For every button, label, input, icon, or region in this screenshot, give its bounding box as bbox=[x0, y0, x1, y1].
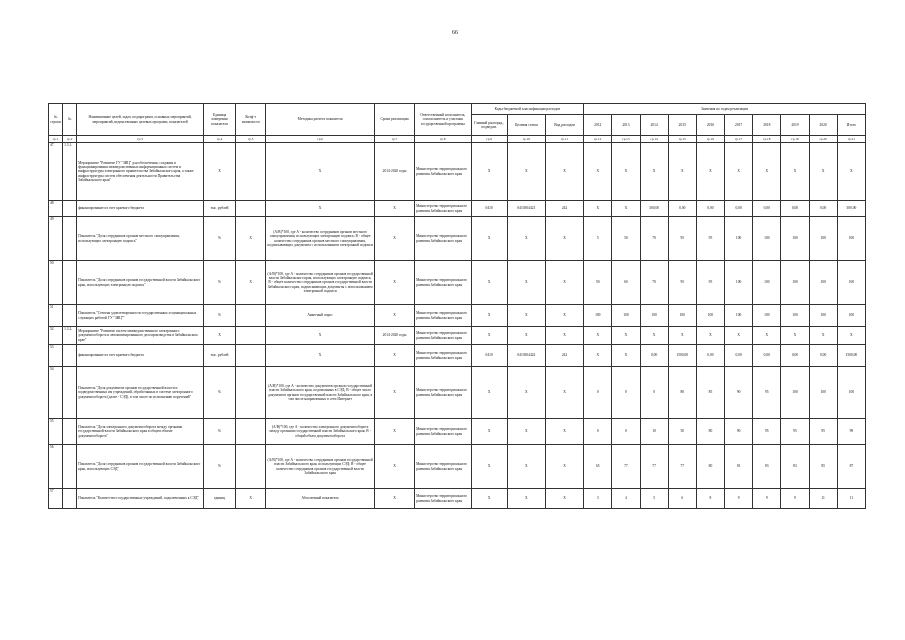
row-year-value: 300,00 bbox=[640, 201, 668, 217]
row-code-b: Х bbox=[507, 217, 545, 261]
row-code-b: Х bbox=[507, 489, 545, 509]
row-item-number bbox=[63, 489, 77, 509]
row-name: финансирование из счет краевого бюджета bbox=[77, 201, 204, 217]
header-term: Сроки реализации bbox=[374, 104, 414, 136]
row-term: 2014-2020 годы bbox=[374, 327, 414, 345]
row-year-value: 100 bbox=[696, 305, 724, 327]
header-year: 2016 bbox=[696, 115, 724, 136]
row-year-value: 0,00 bbox=[809, 345, 837, 367]
row-year-value: 83 bbox=[753, 445, 781, 489]
row-code-b: Х bbox=[507, 261, 545, 305]
row-method: Абсолютный показатель bbox=[266, 489, 375, 509]
row-year-value: 100 bbox=[837, 217, 865, 261]
row-year-value: 95 bbox=[753, 419, 781, 445]
table-row bbox=[49, 445, 866, 489]
row-code-b: Х bbox=[507, 327, 545, 345]
row-number: 49 bbox=[49, 217, 63, 261]
row-code-a: Х bbox=[471, 367, 507, 419]
row-code-a: Х bbox=[471, 489, 507, 509]
row-code-c: 242 bbox=[545, 345, 583, 367]
row-year-value: Х bbox=[781, 327, 809, 345]
row-year-value: Х bbox=[612, 143, 640, 201]
row-year-value: 0 bbox=[612, 419, 640, 445]
row-year-value: 100 bbox=[837, 305, 865, 327]
row-responsible: Министерство территориального развития Забайкальского края bbox=[415, 345, 471, 367]
row-code-b: 0410304422 bbox=[507, 345, 545, 367]
row-responsible: Министерство территориального развития Забайкальского края bbox=[415, 327, 471, 345]
row-name: Показатель "Доля документов органов государственной власти и подведомственных им учреждений, обработанных в системе электронного документооборота (далее - СЭД), в том числе по исполнению поручений" bbox=[77, 367, 204, 419]
header-gr-cell: гр.3 bbox=[77, 136, 204, 143]
header-gr-cell: гр.18 bbox=[753, 136, 781, 143]
row-year-value: 100 bbox=[809, 217, 837, 261]
row-term: 2014-2020 годы bbox=[374, 143, 414, 201]
row-number: 53 bbox=[49, 345, 63, 367]
header-gr-cell: гр.9 bbox=[471, 136, 507, 143]
row-number: 51 bbox=[49, 305, 63, 327]
table-row bbox=[49, 367, 866, 419]
header-code-c: Вид расходов bbox=[545, 115, 583, 136]
header-year: 2015 bbox=[668, 115, 696, 136]
row-year-value: 99 bbox=[837, 419, 865, 445]
row-code-b: Х bbox=[507, 367, 545, 419]
row-year-value: 100 bbox=[837, 261, 865, 305]
row-responsible: Министерство территориального развития Забайкальского края bbox=[415, 143, 471, 201]
header-row-number: № строки bbox=[49, 104, 63, 136]
row-unit: тыс. рублей bbox=[203, 345, 235, 367]
row-code-a: Х bbox=[471, 419, 507, 445]
row-year-value: 100 bbox=[809, 305, 837, 327]
header-name: Наименование целей, задач, подпрограмм, основных мероприятий, мероприятий, ведомственных целевых программ, показателей bbox=[77, 104, 204, 136]
row-year-value: Х bbox=[809, 327, 837, 345]
row-year-value: 95 bbox=[781, 419, 809, 445]
row-year-value: 0,00 bbox=[725, 201, 753, 217]
row-name: Показатель "Степень удовлетворенности государственных и муниципальных служащих работой ГУ "ЗИЦ"" bbox=[77, 305, 204, 327]
row-year-value: Х bbox=[668, 327, 696, 345]
row-year-value: 70 bbox=[640, 261, 668, 305]
row-year-value: 100 bbox=[781, 217, 809, 261]
row-name: Мероприятие "Развитие ГУ "ЗИЦ" для обеспечения, создания и функционирования межведомственных информационных систем и инфраструктуры электронного правительства Забайкальского края, а также инфраструктуры систем обеспечения деятельности Правительства Забайкальского края" bbox=[77, 143, 204, 201]
row-item-number bbox=[63, 367, 77, 419]
row-code-a: Х bbox=[471, 143, 507, 201]
row-coefficient bbox=[236, 327, 266, 345]
row-name: финансирование из счет краевого бюджета bbox=[77, 345, 204, 367]
header-values-group: Значения по годам реализации bbox=[584, 104, 866, 115]
row-coefficient bbox=[236, 367, 266, 419]
header-year: Итого bbox=[837, 115, 865, 136]
row-year-value: 70 bbox=[640, 217, 668, 261]
row-responsible: Министерство территориального развития Забайкальского края bbox=[415, 261, 471, 305]
row-term: Х bbox=[374, 419, 414, 445]
row-year-value: 95 bbox=[696, 217, 724, 261]
row-number: 50 bbox=[49, 261, 63, 305]
row-code-a: Х bbox=[471, 445, 507, 489]
row-year-value: 95 bbox=[668, 261, 696, 305]
row-number: 48 bbox=[49, 201, 63, 217]
header-gr-cell: гр.19 bbox=[781, 136, 809, 143]
row-year-value: 0,00 bbox=[753, 345, 781, 367]
row-term: Х bbox=[374, 445, 414, 489]
row-year-value: 0 bbox=[584, 419, 612, 445]
row-item-number bbox=[63, 305, 77, 327]
row-term: Х bbox=[374, 367, 414, 419]
header-gr-cell: гр.6 bbox=[266, 136, 375, 143]
header-gr-cell: гр.15 bbox=[668, 136, 696, 143]
row-term: Х bbox=[374, 201, 414, 217]
row-item-number bbox=[63, 217, 77, 261]
row-year-value: 87 bbox=[837, 445, 865, 489]
row-year-value: Х bbox=[753, 327, 781, 345]
row-year-value: 77 bbox=[668, 445, 696, 489]
row-number: 52 bbox=[49, 327, 63, 345]
row-coefficient bbox=[236, 305, 266, 327]
row-code-c: Х bbox=[545, 305, 583, 327]
row-unit: тыс. рублей bbox=[203, 201, 235, 217]
row-year-value: Х bbox=[837, 327, 865, 345]
row-year-value: 80 bbox=[696, 419, 724, 445]
row-year-value: Х bbox=[809, 143, 837, 201]
row-year-value: 95 bbox=[753, 367, 781, 419]
row-year-value: 95 bbox=[668, 217, 696, 261]
header-gr-cell: гр.2 bbox=[63, 136, 77, 143]
row-year-value: 77 bbox=[612, 445, 640, 489]
row-unit: % bbox=[203, 419, 235, 445]
row-item-number bbox=[63, 419, 77, 445]
row-responsible: Министерство территориального развития Забайкальского края bbox=[415, 367, 471, 419]
row-year-value: 83 bbox=[781, 445, 809, 489]
row-method: (А/В)*100, где А - количество сотрудников органов местного самоуправления, использующих электронную подпись; В - общее количество сотрудников органов местного самоуправления, подписывающих документы с использованием электронной подписи bbox=[266, 217, 375, 261]
row-coefficient: Х bbox=[236, 217, 266, 261]
row-code-c: Х bbox=[545, 419, 583, 445]
header-gr-cell: гр.20 bbox=[809, 136, 837, 143]
row-year-value: Х bbox=[696, 327, 724, 345]
row-year-value: 0,00 bbox=[668, 201, 696, 217]
row-unit: % bbox=[203, 445, 235, 489]
row-method: (А/В)*100, где А - количество сотрудников органов государственной власти Забайкальского края, использующих электронную подпись; В - общее количество сотрудников органов государственной власти Забайкальского края, подписывающих документы с использованием электронной подписи bbox=[266, 261, 375, 305]
header-code-b: Целевая статья bbox=[507, 115, 545, 136]
program-indicators-table bbox=[48, 103, 866, 509]
row-year-value: 5 bbox=[640, 489, 668, 509]
row-method: (А/В)*100, где А - количество сотрудников органов государственной власти Забайкальского края, использующих СЭД; В - общее количество сотрудников органов государственной власти Забайкальского края bbox=[266, 445, 375, 489]
row-term: Х bbox=[374, 489, 414, 509]
row-year-value: 8 bbox=[696, 489, 724, 509]
row-number: 56 bbox=[49, 445, 63, 489]
row-method: Х bbox=[266, 345, 375, 367]
row-method: Х bbox=[266, 143, 375, 201]
row-year-value: Х bbox=[753, 143, 781, 201]
header-gr-cell: гр.21 bbox=[837, 136, 865, 143]
row-number: 55 bbox=[49, 419, 63, 445]
header-year: 2013 bbox=[612, 115, 640, 136]
row-unit: единиц bbox=[203, 489, 235, 509]
row-code-a: 0410 bbox=[471, 201, 507, 217]
row-responsible: Министерство территориального развития Забайкальского края bbox=[415, 489, 471, 509]
row-year-value: Х bbox=[612, 345, 640, 367]
row-year-value: 100 bbox=[781, 367, 809, 419]
row-code-a: 0410 bbox=[471, 345, 507, 367]
row-code-b: 0410304421 bbox=[507, 201, 545, 217]
row-name: Показатель "Доля сотрудников органов государственной власти Забайкальского края, использующих СЭД" bbox=[77, 445, 204, 489]
row-year-value: 0,00 bbox=[809, 201, 837, 217]
row-year-value: 100 bbox=[809, 261, 837, 305]
header-code-a: Главный распоряд., подведом. bbox=[471, 115, 507, 136]
row-code-a: Х bbox=[471, 327, 507, 345]
row-year-value: 100 bbox=[753, 261, 781, 305]
row-year-value: 0 bbox=[584, 367, 612, 419]
header-gr-cell: гр.17 bbox=[725, 136, 753, 143]
header-coef: Коэф-т значимости bbox=[236, 104, 266, 136]
row-year-value: 1500,00 bbox=[668, 345, 696, 367]
row-year-value: 100 bbox=[837, 367, 865, 419]
header-gr-cell: гр.8 bbox=[415, 136, 471, 143]
row-unit: % bbox=[203, 305, 235, 327]
row-method: (А/В)*100, где А - количество электронного документооборота между органами государственной власти Забайкальского края; В - общий объем документооборота bbox=[266, 419, 375, 445]
row-code-b: Х bbox=[507, 419, 545, 445]
table-row bbox=[49, 217, 866, 261]
row-number: 57 bbox=[49, 489, 63, 509]
row-year-value: 50 bbox=[668, 419, 696, 445]
row-year-value: Х bbox=[781, 143, 809, 201]
row-code-c: Х bbox=[545, 261, 583, 305]
table-row bbox=[49, 201, 866, 217]
row-method: (А/В)*100, где А - количество документов органов государственной власти Забайкальского края, подписанных в СЭД; В - общее число документов органов государственной власти Забайкальского края, в том числе направленных в сети Интернет bbox=[266, 367, 375, 419]
row-term: Х bbox=[374, 305, 414, 327]
row-year-value: 90 bbox=[725, 367, 753, 419]
row-responsible: Министерство территориального развития Забайкальского края bbox=[415, 305, 471, 327]
row-code-c: Х bbox=[545, 327, 583, 345]
row-name: Мероприятие "Развитие систем межведомственного электронного документооборота и автоматизированного делопроизводства в Забайкальском крае" bbox=[77, 327, 204, 345]
row-year-value: 100 bbox=[668, 305, 696, 327]
row-year-value: Х bbox=[696, 143, 724, 201]
row-responsible: Министерство территориального развития Забайкальского края bbox=[415, 217, 471, 261]
row-year-value: 100 bbox=[753, 305, 781, 327]
row-code-c: Х bbox=[545, 489, 583, 509]
row-name: Показатель "Количество государственных учреждений, подключенных к СЭД" bbox=[77, 489, 204, 509]
row-year-value: 100 bbox=[781, 261, 809, 305]
row-year-value: 6 bbox=[668, 489, 696, 509]
table-row bbox=[49, 143, 866, 201]
row-year-value: 10 bbox=[640, 419, 668, 445]
row-code-c: 242 bbox=[545, 201, 583, 217]
row-year-value: 100 bbox=[612, 305, 640, 327]
row-responsible: Министерство территориального развития Забайкальского края bbox=[415, 201, 471, 217]
row-responsible: Министерство территориального развития Забайкальского края bbox=[415, 445, 471, 489]
header-gr-cell: гр.10 bbox=[507, 136, 545, 143]
row-year-value: 5 bbox=[584, 217, 612, 261]
header-responsible: Ответственный исполнитель, соисполнитель и участник государственной программы bbox=[415, 104, 471, 136]
row-year-value: 65 bbox=[584, 445, 612, 489]
row-item-number bbox=[63, 445, 77, 489]
row-code-c: Х bbox=[545, 367, 583, 419]
header-row-gr bbox=[49, 136, 866, 143]
header-year: 2017 bbox=[725, 115, 753, 136]
page-number: 66 bbox=[452, 30, 458, 36]
row-year-value: 100 bbox=[640, 305, 668, 327]
row-year-value: Х bbox=[725, 143, 753, 201]
row-code-c: Х bbox=[545, 143, 583, 201]
row-year-value: 1500,00 bbox=[837, 345, 865, 367]
row-year-value: 0,00 bbox=[640, 345, 668, 367]
row-term: Х bbox=[374, 261, 414, 305]
row-year-value: Х bbox=[837, 143, 865, 201]
row-term: Х bbox=[374, 217, 414, 261]
row-year-value: 100 bbox=[809, 367, 837, 419]
row-method: Х bbox=[266, 201, 375, 217]
header-gr-cell: гр.12 bbox=[584, 136, 612, 143]
header-gr-cell: гр.7 bbox=[374, 136, 414, 143]
row-number: 47 bbox=[49, 143, 63, 201]
row-year-value: 300,00 bbox=[837, 201, 865, 217]
row-code-b: Х bbox=[507, 305, 545, 327]
table-row bbox=[49, 489, 866, 509]
row-year-value: 95 bbox=[696, 261, 724, 305]
row-year-value: 90 bbox=[725, 419, 753, 445]
row-year-value: Х bbox=[640, 327, 668, 345]
header-num: № bbox=[63, 104, 77, 136]
row-year-value: 0,00 bbox=[781, 345, 809, 367]
row-year-value: 9 bbox=[781, 489, 809, 509]
row-year-value: 95 bbox=[809, 419, 837, 445]
row-name: Показатель "Доля сотрудников органов государственной власти Забайкальского края, использующих электронную подпись" bbox=[77, 261, 204, 305]
row-coefficient bbox=[236, 419, 266, 445]
row-year-value: Х bbox=[612, 201, 640, 217]
row-year-value: Х bbox=[584, 201, 612, 217]
row-term: Х bbox=[374, 345, 414, 367]
row-unit: % bbox=[203, 261, 235, 305]
header-codes-group: Коды бюджетной классификации расходов bbox=[471, 104, 584, 115]
row-year-value: Х bbox=[612, 327, 640, 345]
row-year-value: 81 bbox=[725, 445, 753, 489]
row-year-value: 80 bbox=[696, 445, 724, 489]
row-unit: % bbox=[203, 217, 235, 261]
row-unit: % bbox=[203, 367, 235, 419]
row-number: 54 bbox=[49, 367, 63, 419]
row-year-value: 85 bbox=[696, 367, 724, 419]
row-year-value: 9 bbox=[753, 489, 781, 509]
row-item-number: 1.3.2. bbox=[63, 327, 77, 345]
header-year: 2014 bbox=[640, 115, 668, 136]
row-unit: Х bbox=[203, 327, 235, 345]
row-year-value: 0 bbox=[640, 367, 668, 419]
table-row bbox=[49, 419, 866, 445]
row-code-a: Х bbox=[471, 261, 507, 305]
row-code-b: Х bbox=[507, 143, 545, 201]
header-row-1 bbox=[49, 104, 866, 115]
row-year-value: Х bbox=[584, 143, 612, 201]
row-item-number bbox=[63, 201, 77, 217]
row-year-value: Х bbox=[584, 345, 612, 367]
row-year-value: 100 bbox=[781, 305, 809, 327]
row-item-number: 1.3.1. bbox=[63, 143, 77, 201]
header-gr-cell: гр.1 bbox=[49, 136, 63, 143]
row-year-value: 0,00 bbox=[696, 201, 724, 217]
row-year-value: 80 bbox=[668, 367, 696, 419]
row-year-value: 0,00 bbox=[696, 345, 724, 367]
header-year: 2020 bbox=[809, 115, 837, 136]
header-unit: Единица измерения показателя bbox=[203, 104, 235, 136]
row-item-number bbox=[63, 261, 77, 305]
row-method: Анкетный опрос bbox=[266, 305, 375, 327]
row-year-value: 0,00 bbox=[753, 201, 781, 217]
row-unit: Х bbox=[203, 143, 235, 201]
row-year-value: 100 bbox=[753, 217, 781, 261]
row-year-value: Х bbox=[725, 327, 753, 345]
header-year: 2018 bbox=[753, 115, 781, 136]
row-year-value: 77 bbox=[640, 445, 668, 489]
row-coefficient bbox=[236, 201, 266, 217]
row-coefficient: Х bbox=[236, 489, 266, 509]
table-row bbox=[49, 345, 866, 367]
row-coefficient bbox=[236, 143, 266, 201]
row-year-value: 0,00 bbox=[781, 201, 809, 217]
row-year-value: 100 bbox=[725, 305, 753, 327]
row-coefficient: Х bbox=[236, 261, 266, 305]
row-year-value: Х bbox=[584, 327, 612, 345]
row-code-b: Х bbox=[507, 445, 545, 489]
row-year-value: 60 bbox=[612, 261, 640, 305]
row-year-value: Х bbox=[640, 143, 668, 201]
row-item-number bbox=[63, 345, 77, 367]
row-name: Показатель "Доля электронного документооборота между органами государственной власти Забайкальского края в общем объеме документооборота" bbox=[77, 419, 204, 445]
row-coefficient bbox=[236, 345, 266, 367]
row-year-value: 50 bbox=[584, 261, 612, 305]
row-code-a: Х bbox=[471, 305, 507, 327]
header-gr-cell: гр.4 bbox=[203, 136, 235, 143]
row-code-c: Х bbox=[545, 445, 583, 489]
row-coefficient bbox=[236, 445, 266, 489]
row-year-value: Х bbox=[668, 143, 696, 201]
row-year-value: 85 bbox=[809, 445, 837, 489]
row-name: Показатель "Доля сотрудников органов местного самоуправления, использующих электронную подпись" bbox=[77, 217, 204, 261]
row-year-value: 11 bbox=[809, 489, 837, 509]
row-year-value: 100 bbox=[584, 305, 612, 327]
header-year: 2019 bbox=[781, 115, 809, 136]
row-year-value: 100 bbox=[725, 217, 753, 261]
row-year-value: 4 bbox=[612, 489, 640, 509]
row-year-value: 100 bbox=[725, 261, 753, 305]
row-code-a: Х bbox=[471, 217, 507, 261]
row-year-value: 0 bbox=[612, 367, 640, 419]
header-year: 2012 bbox=[584, 115, 612, 136]
header-method: Методика расчета показателя bbox=[266, 104, 375, 136]
table-row bbox=[49, 261, 866, 305]
row-responsible: Министерство территориального развития Забайкальского края bbox=[415, 419, 471, 445]
row-year-value: 9 bbox=[725, 489, 753, 509]
header-gr-cell: гр.16 bbox=[696, 136, 724, 143]
header-gr-cell: гр.13 bbox=[612, 136, 640, 143]
row-code-c: Х bbox=[545, 217, 583, 261]
header-gr-cell: гр.5 bbox=[236, 136, 266, 143]
header-gr-cell: гр.14 bbox=[640, 136, 668, 143]
row-year-value: 3 bbox=[584, 489, 612, 509]
table-row bbox=[49, 327, 866, 345]
header-gr-cell: гр.11 bbox=[545, 136, 583, 143]
row-year-value: 11 bbox=[837, 489, 865, 509]
table-row bbox=[49, 305, 866, 327]
row-year-value: 50 bbox=[612, 217, 640, 261]
row-method: Х bbox=[266, 327, 375, 345]
row-year-value: 0,00 bbox=[725, 345, 753, 367]
